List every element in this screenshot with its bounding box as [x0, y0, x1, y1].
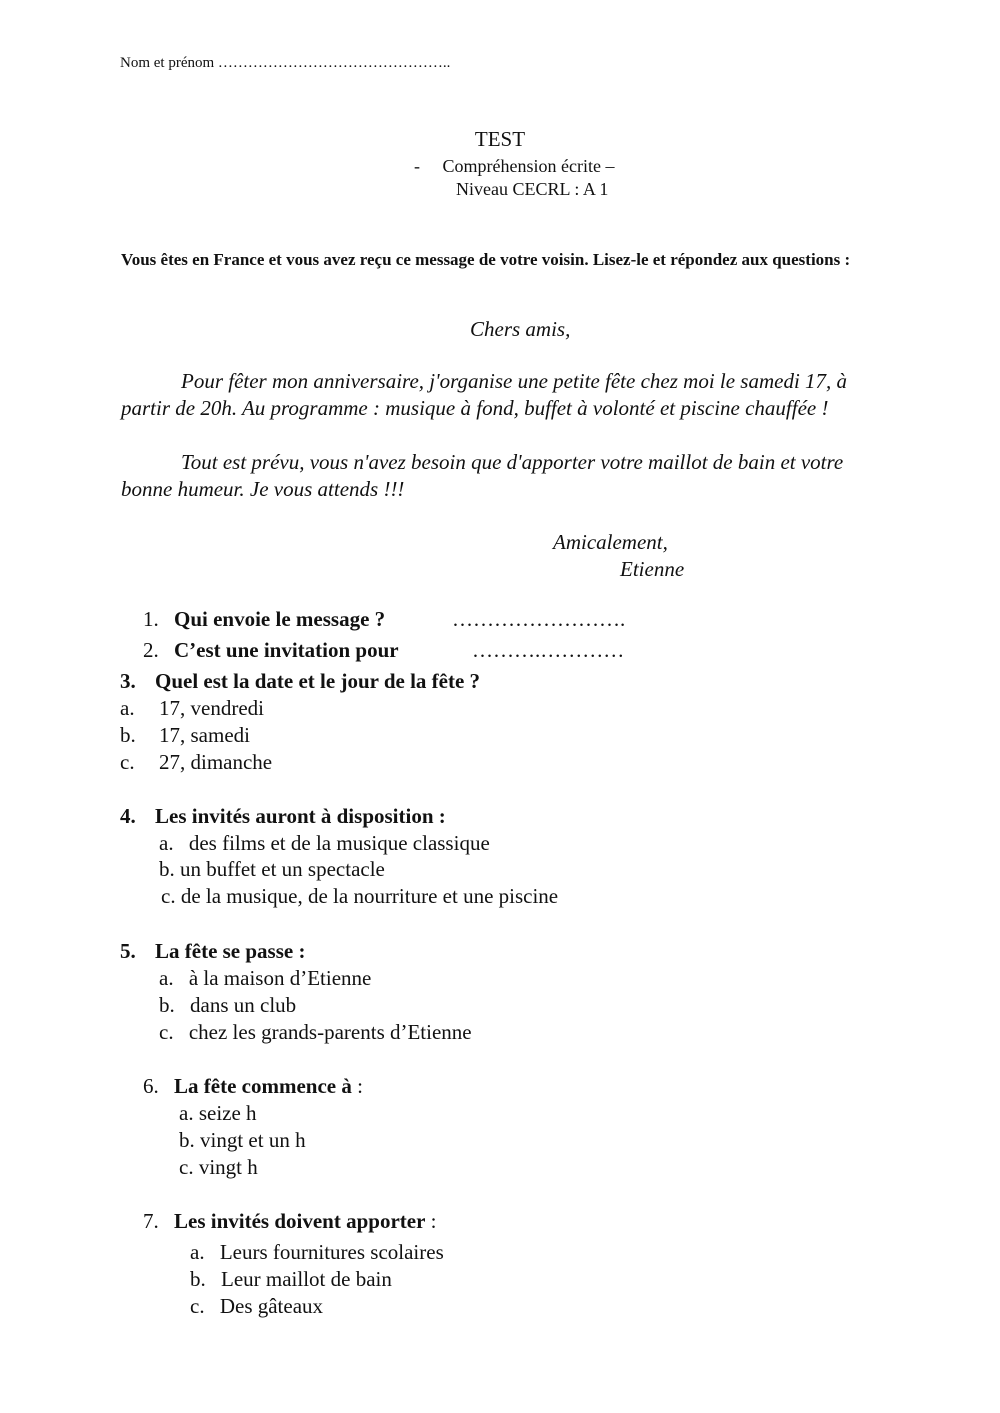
option-b[interactable]	[179, 1128, 306, 1153]
option-a[interactable]	[179, 1101, 257, 1126]
option-text: Leur maillot de bain	[221, 1267, 392, 1291]
option-c[interactable]	[179, 1155, 258, 1180]
option-text: 17, vendredi	[159, 696, 264, 720]
question-text: La fête commence à	[174, 1074, 352, 1098]
option-letter: a.	[159, 966, 174, 990]
option-letter: a.	[159, 831, 174, 855]
question-number: 6.	[143, 1074, 159, 1098]
answer-line-2[interactable]: ……….…………	[472, 638, 625, 662]
option-c[interactable]	[120, 750, 273, 775]
option-letter: c.	[190, 1294, 205, 1318]
option-letter: a.	[179, 1101, 194, 1125]
question-5	[120, 939, 305, 964]
letter-paragraph: Pour fêter mon anniversaire, j'organise une petite fête chez moi le samedi 17, à partir de 20h. Au programme : musique à fond, buffet à volonté et piscine chauffée !	[121, 369, 848, 420]
option-c[interactable]	[159, 1020, 472, 1045]
option-a[interactable]	[120, 696, 264, 721]
option-text: de la musique, de la nourriture et une piscine	[180, 884, 559, 908]
option-b[interactable]	[120, 723, 250, 748]
instructions: Vous êtes en France et vous avez reçu ce message de votre voisin. Lisez-le et répondez aux questions :	[121, 250, 851, 269]
option-text: Des gâteaux	[219, 1294, 324, 1318]
option-letter: c.	[179, 1155, 194, 1179]
option-text: un buffet et un spectacle	[180, 857, 385, 881]
option-text: 17, samedi	[159, 723, 250, 747]
page-subtitle: - Compréhension écrite –	[414, 156, 615, 176]
letter-salutation: Chers amis,	[470, 317, 571, 341]
question-4	[120, 804, 446, 829]
question-number: 2.	[143, 638, 159, 662]
question-3	[120, 669, 480, 694]
option-letter: b.	[159, 993, 175, 1017]
question-suffix: :	[425, 1209, 437, 1233]
option-c[interactable]	[190, 1294, 323, 1319]
question-2	[143, 638, 399, 663]
question-6	[143, 1074, 363, 1099]
option-letter: c.	[161, 884, 176, 908]
question-text: La fête se passe :	[155, 939, 306, 963]
option-text: vingt h	[198, 1155, 258, 1179]
question-text: C’est une invitation pour	[174, 638, 399, 662]
option-text: vingt et un h	[200, 1128, 306, 1152]
option-a[interactable]	[159, 966, 371, 991]
option-b[interactable]	[190, 1267, 392, 1292]
option-b[interactable]	[159, 993, 296, 1018]
option-text: 27, dimanche	[159, 750, 273, 774]
question-1	[143, 607, 385, 632]
answer-line-1[interactable]: …………………….	[452, 607, 626, 631]
page-title: TEST	[474, 127, 526, 151]
option-letter: a.	[120, 696, 135, 720]
question-text: Quel est la date et le jour de la fête ?	[155, 669, 481, 693]
question-number: 1.	[143, 607, 159, 631]
name-field[interactable]: Nom et prénom ………………………………………..	[120, 55, 451, 71]
option-letter: c.	[159, 1020, 174, 1044]
question-suffix: :	[351, 1074, 363, 1098]
option-text: Leurs fournitures scolaires	[219, 1240, 444, 1264]
question-number: 7.	[143, 1209, 159, 1233]
option-text: dans un club	[190, 993, 297, 1017]
level-label: Niveau CECRL : A 1	[456, 179, 609, 199]
option-text: à la maison d’Etienne	[188, 966, 372, 990]
letter-closing: Amicalement,	[553, 530, 668, 554]
option-a[interactable]	[190, 1240, 444, 1265]
question-text: Les invités auront à disposition :	[155, 804, 446, 828]
option-b[interactable]	[159, 857, 385, 882]
option-text: chez les grands-parents d’Etienne	[188, 1020, 472, 1044]
option-a[interactable]	[159, 831, 490, 856]
option-c[interactable]	[161, 884, 558, 909]
option-letter: b.	[190, 1267, 206, 1291]
option-letter: b.	[120, 723, 136, 747]
option-letter: b.	[159, 857, 175, 881]
question-text: Les invités doivent apporter	[174, 1209, 426, 1233]
letter-paragraph: Tout est prévu, vous n'avez besoin que d'apporter votre maillot de bain et votre bonne humeur. Je vous attends !!!	[121, 450, 844, 501]
question-7	[143, 1209, 437, 1234]
option-letter: a.	[190, 1240, 205, 1264]
question-text: Qui envoie le message ?	[174, 607, 386, 631]
letter-signature: Etienne	[620, 557, 685, 581]
question-number: 4.	[120, 804, 136, 828]
option-letter: b.	[179, 1128, 195, 1152]
question-number: 3.	[120, 669, 136, 693]
option-text: des films et de la musique classique	[188, 831, 490, 855]
question-number: 5.	[120, 939, 136, 963]
option-letter: c.	[120, 750, 135, 774]
option-text: seize h	[198, 1101, 257, 1125]
